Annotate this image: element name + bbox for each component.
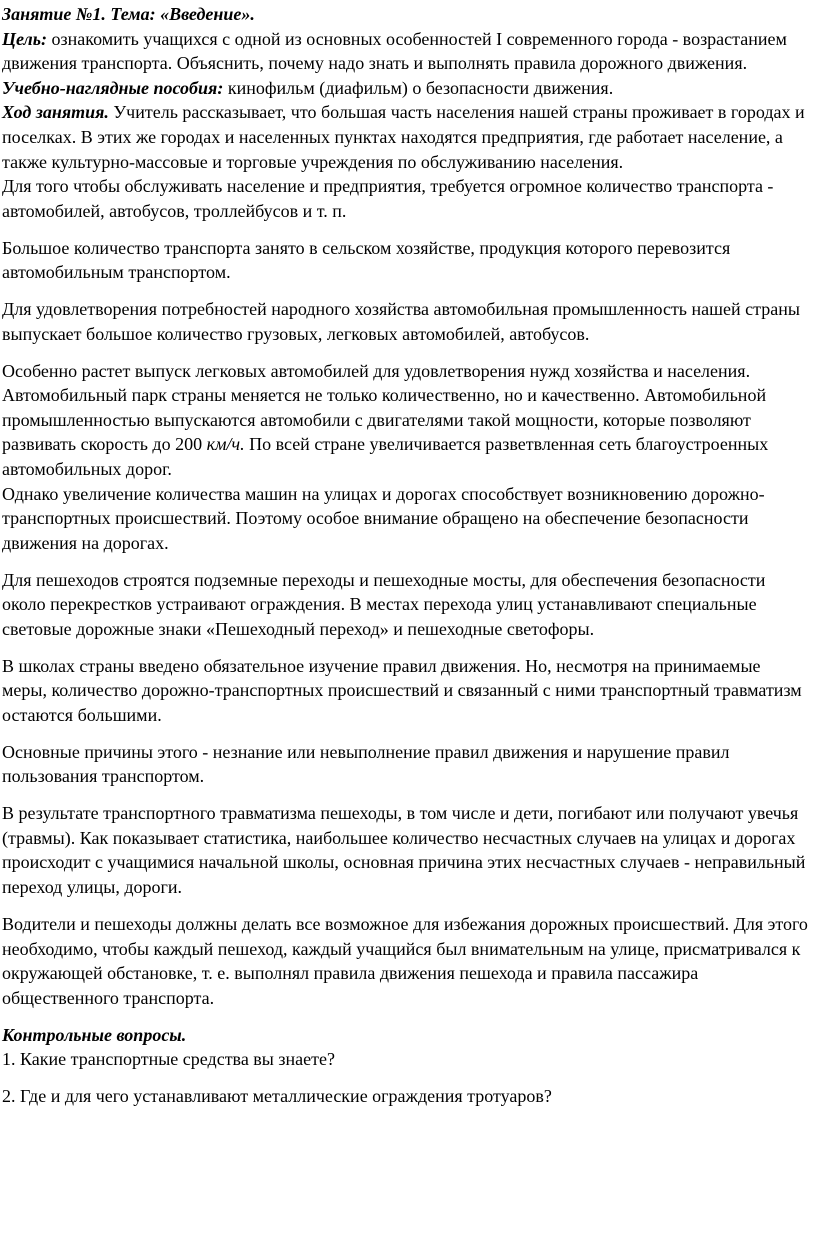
cars-growth-text-a: Особенно растет выпуск легковых автомобилей для удовлетворения нужд хозяйства и населения. Автомобильный парк страны меняется не только количественно, но и качественно. Автомобильной промышленностью выпускаются автомобили с двигателями такой мощности, которые позволяют развивать скорость до 200 — [2, 360, 767, 455]
aids-text: кинофильм (диафильм) о безопасности движения. — [223, 77, 614, 98]
paragraph-agriculture: Большое количество транспорта занято в сельском хозяйстве, продукция которого перевозится автомобильным транспортом. — [2, 237, 731, 283]
question-1: 1. Какие транспортные средства вы знаете? — [2, 1049, 335, 1070]
goal-label: Цель: — [2, 28, 47, 49]
course-paragraph — [2, 100, 808, 174]
questions-heading: Контрольные вопросы. — [2, 1024, 187, 1045]
paragraph-accidents: Однако увеличение количества машин на улицах и дорогах способствует возникновению дорожно-транспортных происшествий. Поэтому особое внимание обращено на обеспечение безопасности движения на дорогах. — [2, 483, 765, 553]
paragraph-prevention: Водители и пешеходы должны делать все возможное для избежания дорожных происшествий. Для этого необходимо, чтобы каждый пешеход, каждый учащийся был внимательным на улице, присматривался к окружающей обстановке, т. е. выполнял правила движения пешехода и правила пассажира общественного транспорта. — [2, 913, 808, 1008]
paragraph-causes: Основные причины этого - незнание или невыполнение правил движения и нарушение правил пользования транспортом. — [2, 741, 730, 787]
aids-label: Учебно-наглядные пособия: — [2, 77, 224, 98]
paragraph-transport-need: Для того чтобы обслуживать население и предприятия, требуется огромное количество транспорта - автомобилей, автобусов, троллейбусов и т. п. — [2, 176, 774, 221]
speed-unit: км/ч. — [206, 434, 245, 455]
goal-paragraph — [2, 27, 808, 76]
cars-growth-text-b: По всей стране увеличивается разветвленная сеть благоустроенных автомобильных дорог. — [2, 434, 769, 479]
course-label: Ход занятия. — [2, 102, 109, 123]
paragraph-schools: В школах страны введено обязательное изучение правил движения. Но, несмотря на принимаемые меры, количество дорожно-транспортных происшествий и связанный с ними транспортный травматизм остаются большими. — [2, 655, 802, 725]
question-2: 2. Где и для чего устанавливают металлические ограждения тротуаров? — [2, 1086, 552, 1107]
paragraph-industry: Для удовлетворения потребностей народного хозяйства автомобильная промышленность нашей страны выпускает большое количество грузовых, легковых автомобилей, автобусов. — [2, 299, 800, 344]
paragraph-pedestrians: Для пешеходов строятся подземные переходы и пешеходные мосты, для обеспечения безопасности около перекрестков устраивают ограждения. В местах перехода улиц устанавливают специальные световые дорожные знаки «Пешеходный переход» и пешеходные светофоры. — [2, 569, 766, 639]
aids-paragraph — [2, 76, 808, 101]
paragraph-injuries: В результате транспортного травматизма пешеходы, в том числе и дети, погибают или получают увечья (травмы). Как показывает статистика, наибольшее количество несчастных случаев на улицах и дорогах происходит с учащимися начальной школы, основная причина этих несчастных случаев - неправильный переход улицы, дороги. — [2, 803, 806, 898]
course-text: Учитель рассказывает, что большая часть населения нашей страны проживает в городах и поселках. В этих же городах и населенных пунктах находятся предприятия, где работает население, а также культурно-массовые и торговые учреждения по обслуживанию населения. — [2, 102, 805, 172]
goal-text: ознакомить учащихся с одной из основных особенностей I современного города - возрастанием движения транспорта. Объяснить, почему надо знать и выполнять правила дорожного движения. — [2, 28, 787, 74]
paragraph-cars-growth — [2, 359, 808, 482]
lesson-title: Занятие №1. Тема: «Введение». — [2, 4, 255, 24]
